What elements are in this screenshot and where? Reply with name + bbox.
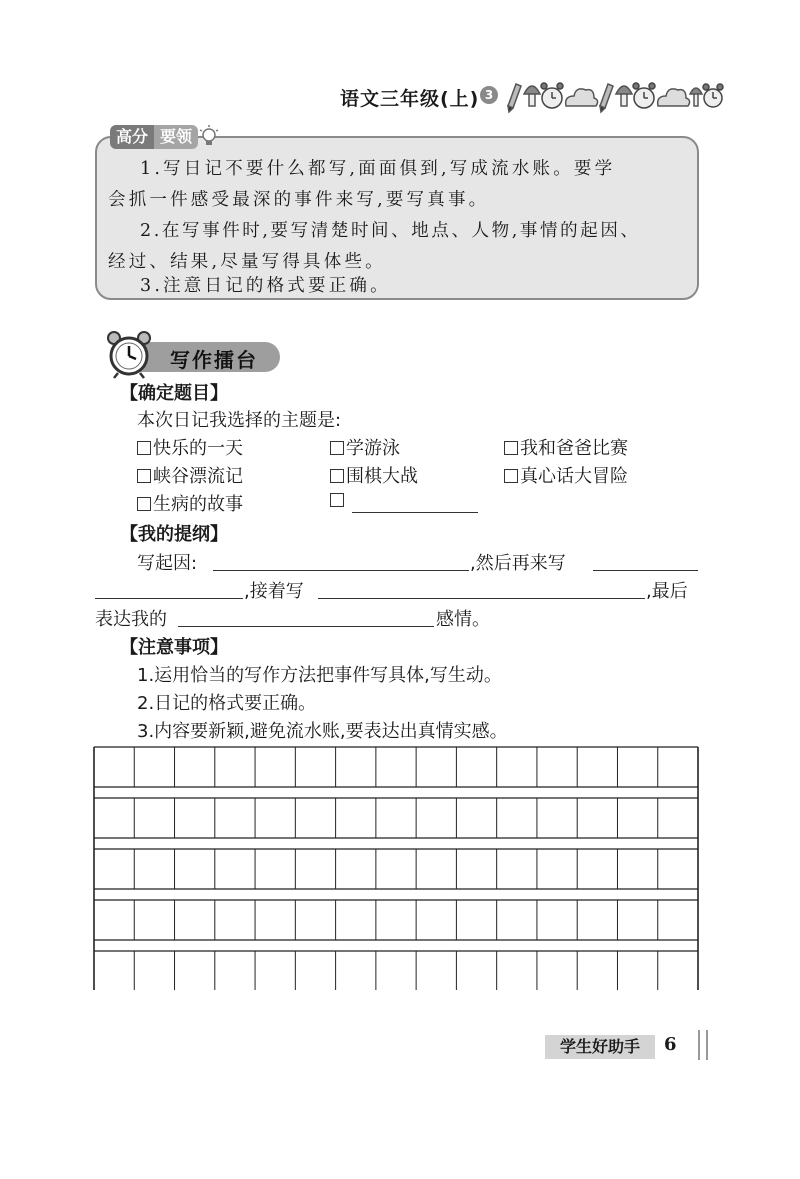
- topic-option-label: 围棋大战: [346, 466, 418, 487]
- note-item: 1.运用恰当的写作方法把事件写具体,写生动。: [137, 665, 502, 686]
- pencil-icon: [508, 84, 521, 112]
- note-item: 2.日记的格式要正确。: [137, 693, 317, 714]
- topic-heading: 【确定题目】: [120, 383, 228, 404]
- checkbox[interactable]: [330, 441, 344, 455]
- checkbox[interactable]: [330, 469, 344, 483]
- footer-divider: [706, 1030, 708, 1060]
- tip-line: 3.注意日记的格式要正确。: [140, 276, 391, 296]
- topic-option-label: 峡谷漂流记: [153, 466, 243, 487]
- section-title: 写作擂台: [170, 348, 258, 372]
- outline-text: ,最后: [646, 581, 688, 602]
- outline-heading: 【我的提纲】: [120, 524, 228, 545]
- tip-line: 会抓一件感受最深的事件来写,要写真事。: [108, 190, 490, 210]
- alarm-clock-icon: [541, 83, 563, 108]
- checkbox[interactable]: [137, 469, 151, 483]
- tips-tab-label-2: 要领: [154, 125, 198, 149]
- outline-text: 表达我的: [95, 609, 167, 630]
- alarm-clock-icon: [633, 83, 655, 108]
- tips-tab-label-1: 高分: [110, 125, 154, 149]
- checkbox[interactable]: [504, 469, 518, 483]
- pencil-icon: [600, 84, 613, 112]
- footer-divider: [698, 1030, 700, 1060]
- lightbulb-icon: [198, 124, 220, 150]
- feeling-blank[interactable]: [178, 626, 434, 627]
- tips-tab: [110, 124, 220, 150]
- topic-prompt: 本次日记我选择的主题是:: [137, 410, 342, 431]
- next-blank[interactable]: [318, 598, 645, 599]
- outline-text: ,接着写: [244, 581, 304, 602]
- volume-badge: 3: [480, 86, 498, 104]
- topic-option-label: 真心话大冒险: [520, 466, 628, 487]
- tip-line: 1.写日记不要什么都写,面面俱到,写成流水账。要学: [140, 159, 616, 179]
- topic-option[interactable]: [137, 434, 243, 460]
- checkbox[interactable]: [504, 441, 518, 455]
- tip-line: 经过、结果,尽量写得具体些。: [108, 252, 386, 272]
- page-number: 6: [664, 1034, 677, 1055]
- topic-option[interactable]: [137, 490, 243, 516]
- header-decoration: [502, 74, 724, 114]
- then-blank-continued[interactable]: [95, 598, 243, 599]
- checkbox[interactable]: [330, 493, 344, 507]
- topic-option-label: 学游泳: [346, 438, 400, 459]
- alarm-clock-icon: [703, 84, 723, 107]
- header-title: 语文三年级(上): [340, 88, 480, 110]
- outline-text: ,然后再来写: [470, 553, 566, 574]
- topic-option-label: 我和爸爸比赛: [520, 438, 628, 459]
- mushroom-icon: [690, 88, 702, 106]
- cause-blank[interactable]: [213, 570, 469, 571]
- mushroom-icon: [616, 86, 632, 106]
- alarm-clock-icon: [104, 328, 158, 380]
- topic-option[interactable]: [330, 462, 418, 488]
- tip-line: 2.在写事件时,要写清楚时间、地点、人物,事情的起因、: [140, 221, 641, 241]
- topic-option-custom[interactable]: [330, 490, 346, 511]
- notes-heading: 【注意事项】: [120, 637, 228, 658]
- footer-label: 学生好助手: [545, 1035, 655, 1059]
- topic-option[interactable]: [504, 434, 628, 460]
- checkbox[interactable]: [137, 497, 151, 511]
- outline-text: 写起因:: [137, 553, 198, 574]
- then-blank[interactable]: [593, 570, 698, 571]
- topic-option-label: 快乐的一天: [153, 438, 243, 459]
- topic-option-label: 生病的故事: [153, 494, 243, 515]
- topic-option[interactable]: [504, 462, 628, 488]
- note-item: 3.内容要新颖,避免流水账,要表达出真情实感。: [137, 721, 508, 742]
- cloud-icon: [658, 89, 690, 106]
- cloud-icon: [566, 89, 598, 106]
- outline-text: 感情。: [436, 609, 490, 630]
- writing-grid[interactable]: [93, 746, 699, 990]
- mushroom-icon: [524, 86, 540, 106]
- topic-option[interactable]: [137, 462, 243, 488]
- checkbox[interactable]: [137, 441, 151, 455]
- topic-option[interactable]: [330, 434, 400, 460]
- custom-topic-blank[interactable]: [352, 512, 478, 513]
